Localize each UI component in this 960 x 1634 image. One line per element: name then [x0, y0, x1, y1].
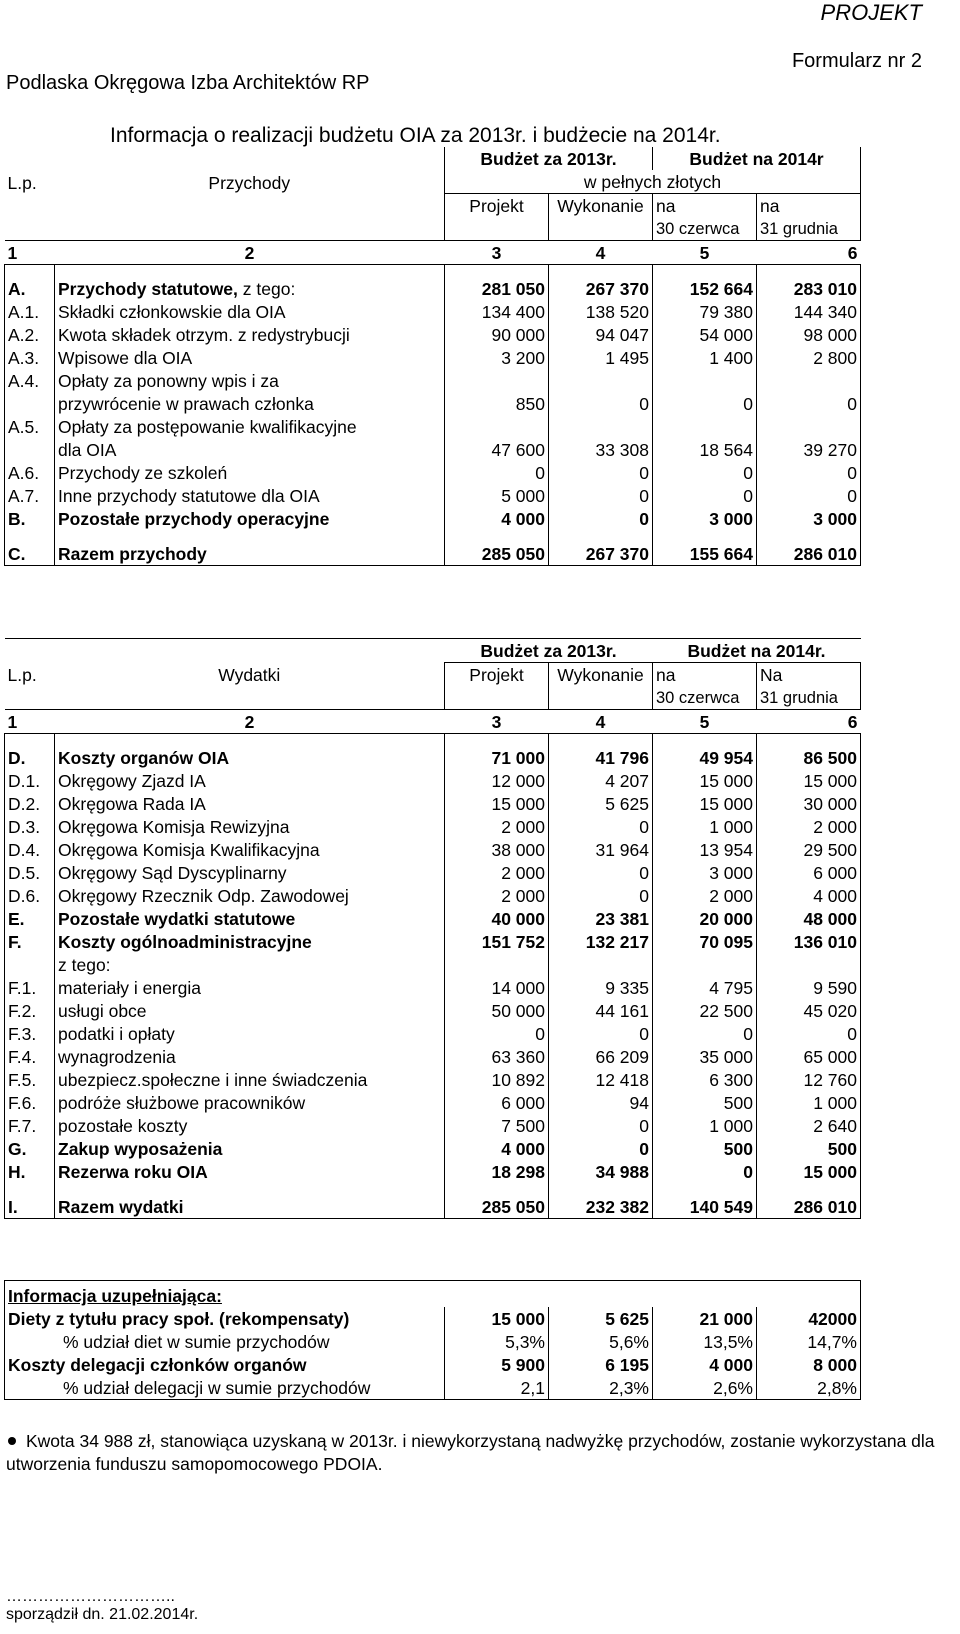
value-wykonanie: 5 625: [549, 1307, 653, 1330]
value-wykonanie: 44 161: [549, 999, 653, 1022]
value-june: 3 000: [653, 507, 757, 530]
value-june: 1 400: [653, 346, 757, 369]
row-lp: F.6.: [5, 1091, 55, 1114]
value-projekt: [445, 953, 549, 976]
row-name: Pozostałe przychody operacyjne: [55, 507, 445, 530]
value-wykonanie: 66 209: [549, 1045, 653, 1068]
value-june: 21 000: [653, 1307, 757, 1330]
row-name: Razem przychody: [55, 542, 445, 566]
value-december: 0: [757, 484, 861, 507]
row-name: Opłaty za postępowanie kwalifikacyjne: [55, 415, 445, 438]
row-lp: F.3.: [5, 1022, 55, 1045]
row-name: Okręgowa Komisja Rewizyjna: [55, 815, 445, 838]
value-december: 15 000: [757, 769, 861, 792]
projekt-header: Projekt: [445, 194, 549, 218]
table-row: [5, 1045, 861, 1068]
table-row: [5, 884, 861, 907]
row-lp: A.: [5, 277, 55, 300]
value-projekt: 7 500: [445, 1114, 549, 1137]
row-lp: A.5.: [5, 415, 55, 438]
row-lp: H.: [5, 1160, 55, 1183]
value-december: 286 010: [757, 1195, 861, 1219]
income-total-row: [5, 542, 861, 566]
value-wykonanie: 232 382: [549, 1195, 653, 1219]
value-projekt: 850: [445, 392, 549, 415]
value-june: 15 000: [653, 769, 757, 792]
value-june: 49 954: [653, 746, 757, 769]
value-wykonanie: 31 964: [549, 838, 653, 861]
table-row: [5, 369, 861, 392]
value-projekt: 2 000: [445, 815, 549, 838]
row-lp: A.6.: [5, 461, 55, 484]
column-number: 1: [5, 241, 55, 265]
draft-label: PROJEKT: [820, 0, 922, 25]
value-projekt: 0: [445, 1022, 549, 1045]
value-wykonanie: 0: [549, 815, 653, 838]
value-projekt: [445, 369, 549, 392]
value-projekt: 12 000: [445, 769, 549, 792]
value-june: 2 000: [653, 884, 757, 907]
table-row: [5, 815, 861, 838]
row-name-suffix: z tego:: [237, 279, 296, 299]
value-wykonanie: 132 217: [549, 930, 653, 953]
value-projekt: 5,3%: [445, 1330, 549, 1353]
table-row: [5, 1307, 861, 1330]
value-june: 0: [653, 461, 757, 484]
value-june: 35 000: [653, 1045, 757, 1068]
value-december: 500: [757, 1137, 861, 1160]
value-wykonanie: 0: [549, 1022, 653, 1045]
row-lp: G.: [5, 1137, 55, 1160]
value-projekt: 90 000: [445, 323, 549, 346]
table-row: [5, 1376, 861, 1400]
value-june: 13 954: [653, 838, 757, 861]
value-projekt: [445, 415, 549, 438]
row-name: Inne przychody statutowe dla OIA: [55, 484, 445, 507]
june-header: 30 czerwca: [653, 686, 757, 710]
table-row: [5, 1022, 861, 1045]
value-december: 15 000: [757, 1160, 861, 1183]
row-lp: C.: [5, 542, 55, 566]
row-name: % udział diet w sumie przychodów: [5, 1330, 445, 1353]
value-wykonanie: [549, 953, 653, 976]
budget-2014-header: Budżet na 2014r.: [653, 639, 861, 663]
row-name: Okręgowa Komisja Kwalifikacyjna: [55, 838, 445, 861]
table-row: [5, 1330, 861, 1353]
value-june: 500: [653, 1091, 757, 1114]
value-wykonanie: 5 625: [549, 792, 653, 815]
row-lp: F.4.: [5, 1045, 55, 1068]
value-june: 13,5%: [653, 1330, 757, 1353]
units-header: w pełnych złotych: [445, 170, 861, 194]
value-wykonanie: 0: [549, 861, 653, 884]
value-december: 144 340: [757, 300, 861, 323]
signature-line: …………………………..: [6, 1588, 175, 1605]
value-june: [653, 369, 757, 392]
row-lp: D.2.: [5, 792, 55, 815]
row-name: pozostałe koszty: [55, 1114, 445, 1137]
value-projekt: 285 050: [445, 542, 549, 566]
expenses-total-row: [5, 1195, 861, 1219]
value-wykonanie: 94 047: [549, 323, 653, 346]
prepared-date: sporządził dn. 21.02.2014r.: [6, 1606, 199, 1623]
table-row: [5, 930, 861, 953]
row-name: Okręgowy Rzecznik Odp. Zawodowej: [55, 884, 445, 907]
value-june: 1 000: [653, 815, 757, 838]
value-december: 98 000: [757, 323, 861, 346]
row-lp: A.4.: [5, 369, 55, 392]
row-lp: A.3.: [5, 346, 55, 369]
table-row: [5, 415, 861, 438]
column-number: 5: [653, 241, 757, 265]
table-row: [5, 999, 861, 1022]
row-name: Okręgowy Sąd Dyscyplinarny: [55, 861, 445, 884]
value-december: 0: [757, 392, 861, 415]
row-name: Razem wydatki: [55, 1195, 445, 1219]
table-row: [5, 346, 861, 369]
row-name: Składki członkowskie dla OIA: [55, 300, 445, 323]
value-december: 14,7%: [757, 1330, 861, 1353]
value-december: [757, 369, 861, 392]
income-header: Przychody: [208, 172, 291, 193]
table-row: [5, 838, 861, 861]
value-wykonanie: 267 370: [549, 542, 653, 566]
row-name: wynagrodzenia: [55, 1045, 445, 1068]
row-name: z tego:: [55, 953, 445, 976]
value-projekt: 47 600: [445, 438, 549, 461]
value-wykonanie: 4 207: [549, 769, 653, 792]
value-june: 22 500: [653, 999, 757, 1022]
row-lp: D.: [5, 746, 55, 769]
lp-header: L.p.: [7, 172, 37, 193]
table-row: [5, 438, 861, 461]
value-projekt: 18 298: [445, 1160, 549, 1183]
value-projekt: 50 000: [445, 999, 549, 1022]
value-wykonanie: 0: [549, 392, 653, 415]
value-wykonanie: 1 495: [549, 346, 653, 369]
column-number: 3: [445, 710, 549, 734]
value-december: 286 010: [757, 542, 861, 566]
column-number: 2: [55, 710, 445, 734]
value-wykonanie: 0: [549, 507, 653, 530]
value-projekt: 63 360: [445, 1045, 549, 1068]
column-number: 6: [757, 710, 861, 734]
value-december: 48 000: [757, 907, 861, 930]
expenses-table: [4, 638, 861, 1219]
budget-2014-header: Budżet na 2014r: [653, 147, 861, 170]
value-december: [757, 415, 861, 438]
value-june: 0: [653, 1160, 757, 1183]
value-december: 86 500: [757, 746, 861, 769]
value-projekt: 40 000: [445, 907, 549, 930]
value-wykonanie: [549, 415, 653, 438]
row-name: Okręgowa Rada IA: [55, 792, 445, 815]
footnote-text: Kwota 34 988 zł, stanowiąca uzyskaną w 2013r. i niewykorzystaną nadwyżkę przychodów, zostanie wykorzystana dla utworzenia funduszu samopomocowego PDOIA.: [6, 1431, 935, 1474]
na-header: na: [653, 663, 757, 687]
value-december: 136 010: [757, 930, 861, 953]
row-name-text: Przychody statutowe,: [58, 279, 238, 299]
row-name: podatki i opłaty: [55, 1022, 445, 1045]
expenses-header: Wydatki: [218, 665, 281, 685]
value-december: 9 590: [757, 976, 861, 999]
value-wykonanie: 34 988: [549, 1160, 653, 1183]
lp-header: L.p.: [7, 665, 37, 685]
value-june: 1 000: [653, 1114, 757, 1137]
value-december: 0: [757, 1022, 861, 1045]
row-lp: B.: [5, 507, 55, 530]
table-row: [5, 953, 861, 976]
value-projekt: 134 400: [445, 300, 549, 323]
value-june: 4 000: [653, 1353, 757, 1376]
row-name: dla OIA: [55, 438, 445, 461]
value-june: 4 795: [653, 976, 757, 999]
projekt-header: Projekt: [445, 663, 549, 687]
row-lp: D.6.: [5, 884, 55, 907]
row-name: [55, 277, 445, 300]
value-december: 2,8%: [757, 1376, 861, 1400]
row-name: materiały i energia: [55, 976, 445, 999]
row-name: usługi obce: [55, 999, 445, 1022]
value-wykonanie: 0: [549, 884, 653, 907]
row-name: Przychody ze szkoleń: [55, 461, 445, 484]
value-december: 29 500: [757, 838, 861, 861]
column-number: 3: [445, 241, 549, 265]
value-projekt: 2,1: [445, 1376, 549, 1400]
value-projekt: 6 000: [445, 1091, 549, 1114]
table-row: [5, 1114, 861, 1137]
column-number: 2: [55, 241, 445, 265]
row-name: Koszty ogólnoadministracyjne: [55, 930, 445, 953]
column-number: 4: [549, 710, 653, 734]
value-june: 0: [653, 484, 757, 507]
value-june: 500: [653, 1137, 757, 1160]
table-row: [5, 907, 861, 930]
table-row: [5, 1160, 861, 1183]
value-wykonanie: 138 520: [549, 300, 653, 323]
value-december: 2 000: [757, 815, 861, 838]
value-june: 70 095: [653, 930, 757, 953]
table-row: [5, 277, 861, 300]
value-june: 0: [653, 1022, 757, 1045]
value-projekt: 10 892: [445, 1068, 549, 1091]
row-lp: [5, 953, 55, 976]
value-wykonanie: 12 418: [549, 1068, 653, 1091]
value-wykonanie: 0: [549, 461, 653, 484]
value-wykonanie: 41 796: [549, 746, 653, 769]
row-lp: F.7.: [5, 1114, 55, 1137]
value-december: 6 000: [757, 861, 861, 884]
row-lp: F.2.: [5, 999, 55, 1022]
value-december: [757, 953, 861, 976]
row-lp: D.5.: [5, 861, 55, 884]
value-june: 79 380: [653, 300, 757, 323]
table-row: [5, 323, 861, 346]
organization-name: Podlaska Okręgowa Izba Architektów RP: [6, 72, 370, 94]
value-december: 8 000: [757, 1353, 861, 1376]
value-december: 283 010: [757, 277, 861, 300]
value-projekt: 151 752: [445, 930, 549, 953]
value-wykonanie: 0: [549, 484, 653, 507]
budget-2013-header: Budżet za 2013r.: [445, 147, 653, 170]
table-row: [5, 769, 861, 792]
row-name: Kwota składek otrzym. z redystrybucji: [55, 323, 445, 346]
value-wykonanie: 2,3%: [549, 1376, 653, 1400]
table-row: [5, 1353, 861, 1376]
na-header: na: [757, 194, 861, 218]
value-projekt: 71 000: [445, 746, 549, 769]
value-projekt: 2 000: [445, 884, 549, 907]
value-december: 39 270: [757, 438, 861, 461]
row-lp: E.: [5, 907, 55, 930]
row-name: Okręgowy Zjazd IA: [55, 769, 445, 792]
table-row: [5, 461, 861, 484]
budget-2013-header: Budżet za 2013r.: [445, 639, 653, 663]
value-wykonanie: 5,6%: [549, 1330, 653, 1353]
value-june: 2,6%: [653, 1376, 757, 1400]
column-number: 1: [5, 710, 55, 734]
value-june: 0: [653, 392, 757, 415]
value-wykonanie: 33 308: [549, 438, 653, 461]
supplement-heading: Informacja uzupełniająca:: [8, 1286, 222, 1306]
june-header: 30 czerwca: [653, 217, 757, 241]
row-name: Koszty organów OIA: [55, 746, 445, 769]
na-header: Na: [757, 663, 861, 687]
value-projekt: 281 050: [445, 277, 549, 300]
row-name: Opłaty za ponowny wpis i za: [55, 369, 445, 392]
december-header: 31 grudnia: [757, 686, 861, 710]
row-name: ubezpiecz.społeczne i inne świadczenia: [55, 1068, 445, 1091]
value-december: 3 000: [757, 507, 861, 530]
row-name: podróże służbowe pracowników: [55, 1091, 445, 1114]
value-june: [653, 415, 757, 438]
row-name: Zakup wyposażenia: [55, 1137, 445, 1160]
value-projekt: 4 000: [445, 507, 549, 530]
value-december: 45 020: [757, 999, 861, 1022]
na-header: na: [653, 194, 757, 218]
value-june: 18 564: [653, 438, 757, 461]
row-name: Diety z tytułu pracy społ. (rekompensaty): [5, 1307, 445, 1330]
value-wykonanie: 23 381: [549, 907, 653, 930]
value-june: [653, 953, 757, 976]
row-name: przywrócenie w prawach członka: [55, 392, 445, 415]
value-projekt: 38 000: [445, 838, 549, 861]
row-lp: A.1.: [5, 300, 55, 323]
wykonanie-header: Wykonanie: [549, 194, 653, 218]
table-row: [5, 507, 861, 530]
page-title: Informacja o realizacji budżetu OIA za 2013r. i budżecie na 2014r.: [110, 124, 721, 147]
value-projekt: 5 000: [445, 484, 549, 507]
value-december: 12 760: [757, 1068, 861, 1091]
value-wykonanie: 0: [549, 1114, 653, 1137]
row-lp: [5, 438, 55, 461]
value-june: 140 549: [653, 1195, 757, 1219]
row-name: Koszty delegacji członków organów: [5, 1353, 445, 1376]
table-row: [5, 300, 861, 323]
value-wykonanie: 6 195: [549, 1353, 653, 1376]
value-december: 2 640: [757, 1114, 861, 1137]
value-projekt: 285 050: [445, 1195, 549, 1219]
value-june: 15 000: [653, 792, 757, 815]
value-december: 4 000: [757, 884, 861, 907]
value-projekt: 2 000: [445, 861, 549, 884]
column-number: 5: [653, 710, 757, 734]
row-lp: I.: [5, 1195, 55, 1219]
value-projekt: 3 200: [445, 346, 549, 369]
value-june: 20 000: [653, 907, 757, 930]
table-row: [5, 1068, 861, 1091]
row-lp: F.: [5, 930, 55, 953]
value-june: 6 300: [653, 1068, 757, 1091]
supplement-table: [4, 1280, 861, 1400]
december-header: 31 grudnia: [757, 217, 861, 241]
wykonanie-header: Wykonanie: [549, 663, 653, 687]
row-name: Wpisowe dla OIA: [55, 346, 445, 369]
value-wykonanie: 0: [549, 1137, 653, 1160]
table-row: [5, 861, 861, 884]
row-lp: F.5.: [5, 1068, 55, 1091]
value-wykonanie: 94: [549, 1091, 653, 1114]
value-june: 54 000: [653, 323, 757, 346]
value-projekt: 5 900: [445, 1353, 549, 1376]
value-december: 0: [757, 461, 861, 484]
value-projekt: 14 000: [445, 976, 549, 999]
value-wykonanie: 267 370: [549, 277, 653, 300]
row-lp: D.3.: [5, 815, 55, 838]
value-wykonanie: [549, 369, 653, 392]
bullet-icon: [8, 1437, 16, 1445]
table-row: [5, 976, 861, 999]
row-lp: A.7.: [5, 484, 55, 507]
value-december: 42000: [757, 1307, 861, 1330]
table-row: [5, 1137, 861, 1160]
form-number: Formularz nr 2: [791, 50, 922, 72]
column-number: 6: [757, 241, 861, 265]
row-lp: F.1.: [5, 976, 55, 999]
row-name: % udział delegacji w sumie przychodów: [5, 1376, 445, 1400]
value-december: 65 000: [757, 1045, 861, 1068]
table-row: [5, 484, 861, 507]
row-name: Rezerwa roku OIA: [55, 1160, 445, 1183]
value-projekt: 15 000: [445, 792, 549, 815]
footnote: [6, 1430, 946, 1476]
income-table: [4, 147, 861, 566]
value-december: 30 000: [757, 792, 861, 815]
row-lp: A.2.: [5, 323, 55, 346]
value-december: 1 000: [757, 1091, 861, 1114]
row-lp: D.4.: [5, 838, 55, 861]
table-row: [5, 746, 861, 769]
table-row: [5, 392, 861, 415]
value-june: 155 664: [653, 542, 757, 566]
column-number: 4: [549, 241, 653, 265]
value-june: 152 664: [653, 277, 757, 300]
value-december: 2 800: [757, 346, 861, 369]
value-projekt: 4 000: [445, 1137, 549, 1160]
table-row: [5, 1091, 861, 1114]
table-row: [5, 792, 861, 815]
row-name: Pozostałe wydatki statutowe: [55, 907, 445, 930]
value-projekt: 15 000: [445, 1307, 549, 1330]
row-lp: [5, 392, 55, 415]
row-lp: D.1.: [5, 769, 55, 792]
value-wykonanie: 9 335: [549, 976, 653, 999]
value-june: 3 000: [653, 861, 757, 884]
value-projekt: 0: [445, 461, 549, 484]
